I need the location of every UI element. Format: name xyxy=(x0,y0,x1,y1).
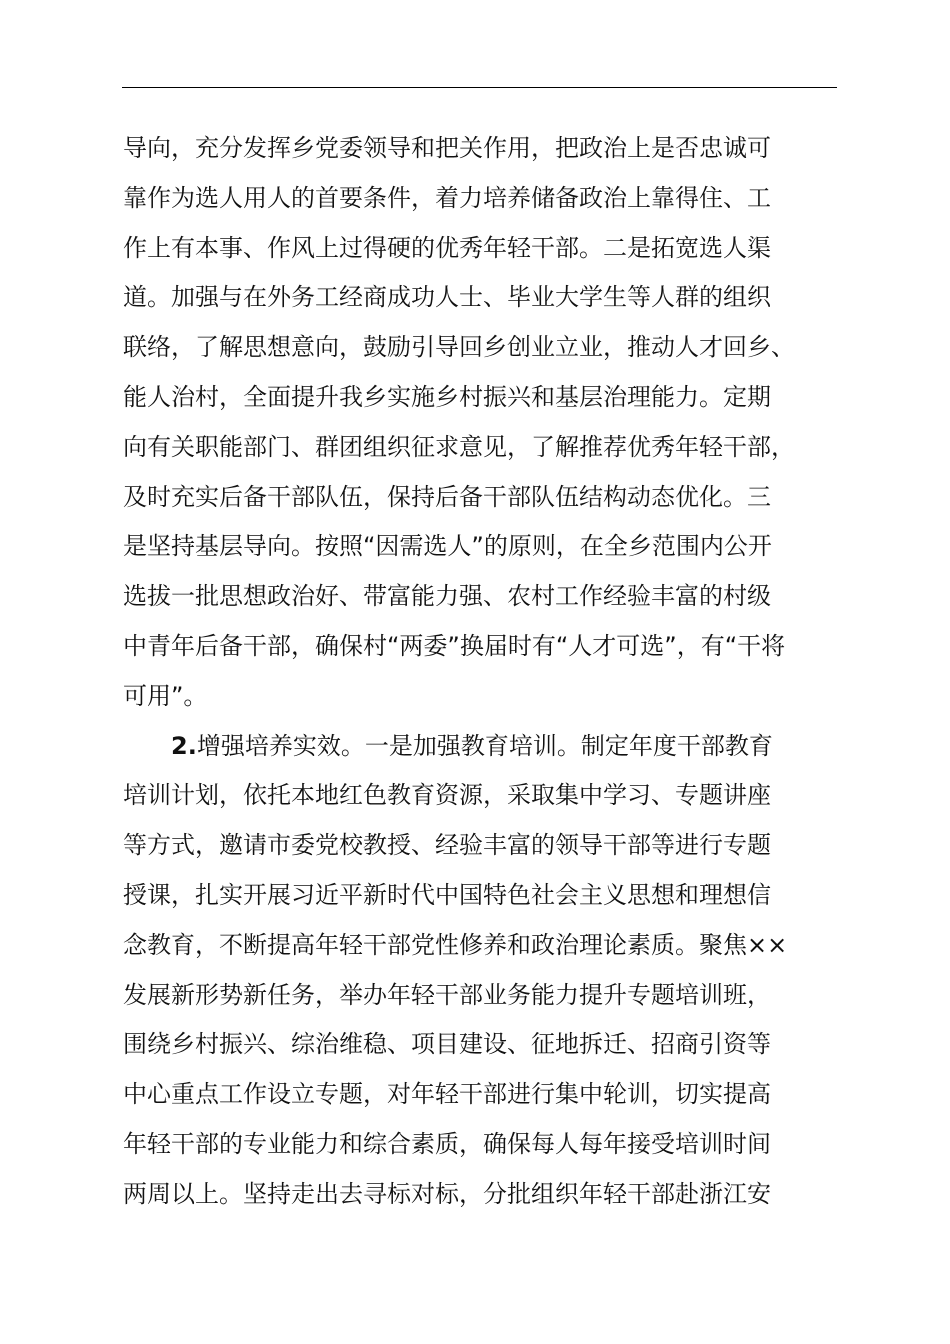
text-line: 培训计划，依托本地红色教育资源，采取集中学习、专题讲座 xyxy=(123,781,771,810)
text-line: 等方式，邀请市委党校教授、经验丰富的领导干部等进行专题 xyxy=(123,831,771,860)
header-rule xyxy=(122,87,837,88)
text-line: 中心重点工作设立专题，对年轻干部进行集中轮训，切实提高 xyxy=(123,1080,771,1109)
document-body xyxy=(123,124,839,1220)
text-line: 导向，充分发挥乡党委领导和把关作用，把政治上是否忠诚可 xyxy=(123,134,771,162)
text-line: 是坚持基层导向。按照“因需选人”的原则，在全乡范围内公开 xyxy=(123,532,772,561)
paragraph-first-line xyxy=(123,722,839,772)
section-number: 2. xyxy=(171,731,197,760)
text-line: 两周以上。坚持走出去寻标对标，分批组织年轻干部赴浙江安 xyxy=(123,1179,771,1208)
paragraph-2 xyxy=(123,722,839,1220)
text-line: 向有关职能部门、群团组织征求意见，了解推荐优秀年轻干部， xyxy=(123,432,795,461)
text-line: 中青年后备干部，确保村“两委”换届时有“人才可选”，有“干将 xyxy=(123,631,786,660)
paragraph-1 xyxy=(123,124,839,722)
text-line: 授课，扎实开展习近平新时代中国特色社会主义思想和理想信 xyxy=(123,880,771,909)
text-line: 能人治村，全面提升我乡实施乡村振兴和基层治理能力。定期 xyxy=(123,382,771,411)
text-line: 及时充实后备干部队伍，保持后备干部队伍结构动态优化。三 xyxy=(123,482,771,511)
text-line: 可用”。 xyxy=(123,681,208,710)
text-line: 联络，了解思想意向，鼓励引导回乡创业立业，推动人才回乡、 xyxy=(123,333,795,362)
section-heading-text: 增强培养实效。一是加强教育培训。制定年度干部教育 xyxy=(196,731,773,760)
text-line: 念教育，不断提高年轻干部党性修养和政治理论素质。聚焦×× xyxy=(123,930,788,959)
text-line: 作上有本事、作风上过得硬的优秀年轻干部。二是拓宽选人渠 xyxy=(123,233,771,262)
text-line: 靠作为选人用人的首要条件，着力培养储备政治上靠得住、工 xyxy=(123,183,771,212)
text-line: 年轻干部的专业能力和综合素质，确保每人每年接受培训时间 xyxy=(123,1129,771,1158)
text-line: 围绕乡村振兴、综治维稳、项目建设、征地拆迁、招商引资等 xyxy=(123,1030,771,1059)
text-line: 道。加强与在外务工经商成功人士、毕业大学生等人群的组织 xyxy=(123,283,771,312)
text-line: 发展新形势新任务，举办年轻干部业务能力提升专题培训班， xyxy=(123,980,771,1009)
text-line: 选拔一批思想政治好、带富能力强、农村工作经验丰富的村级 xyxy=(123,582,771,611)
